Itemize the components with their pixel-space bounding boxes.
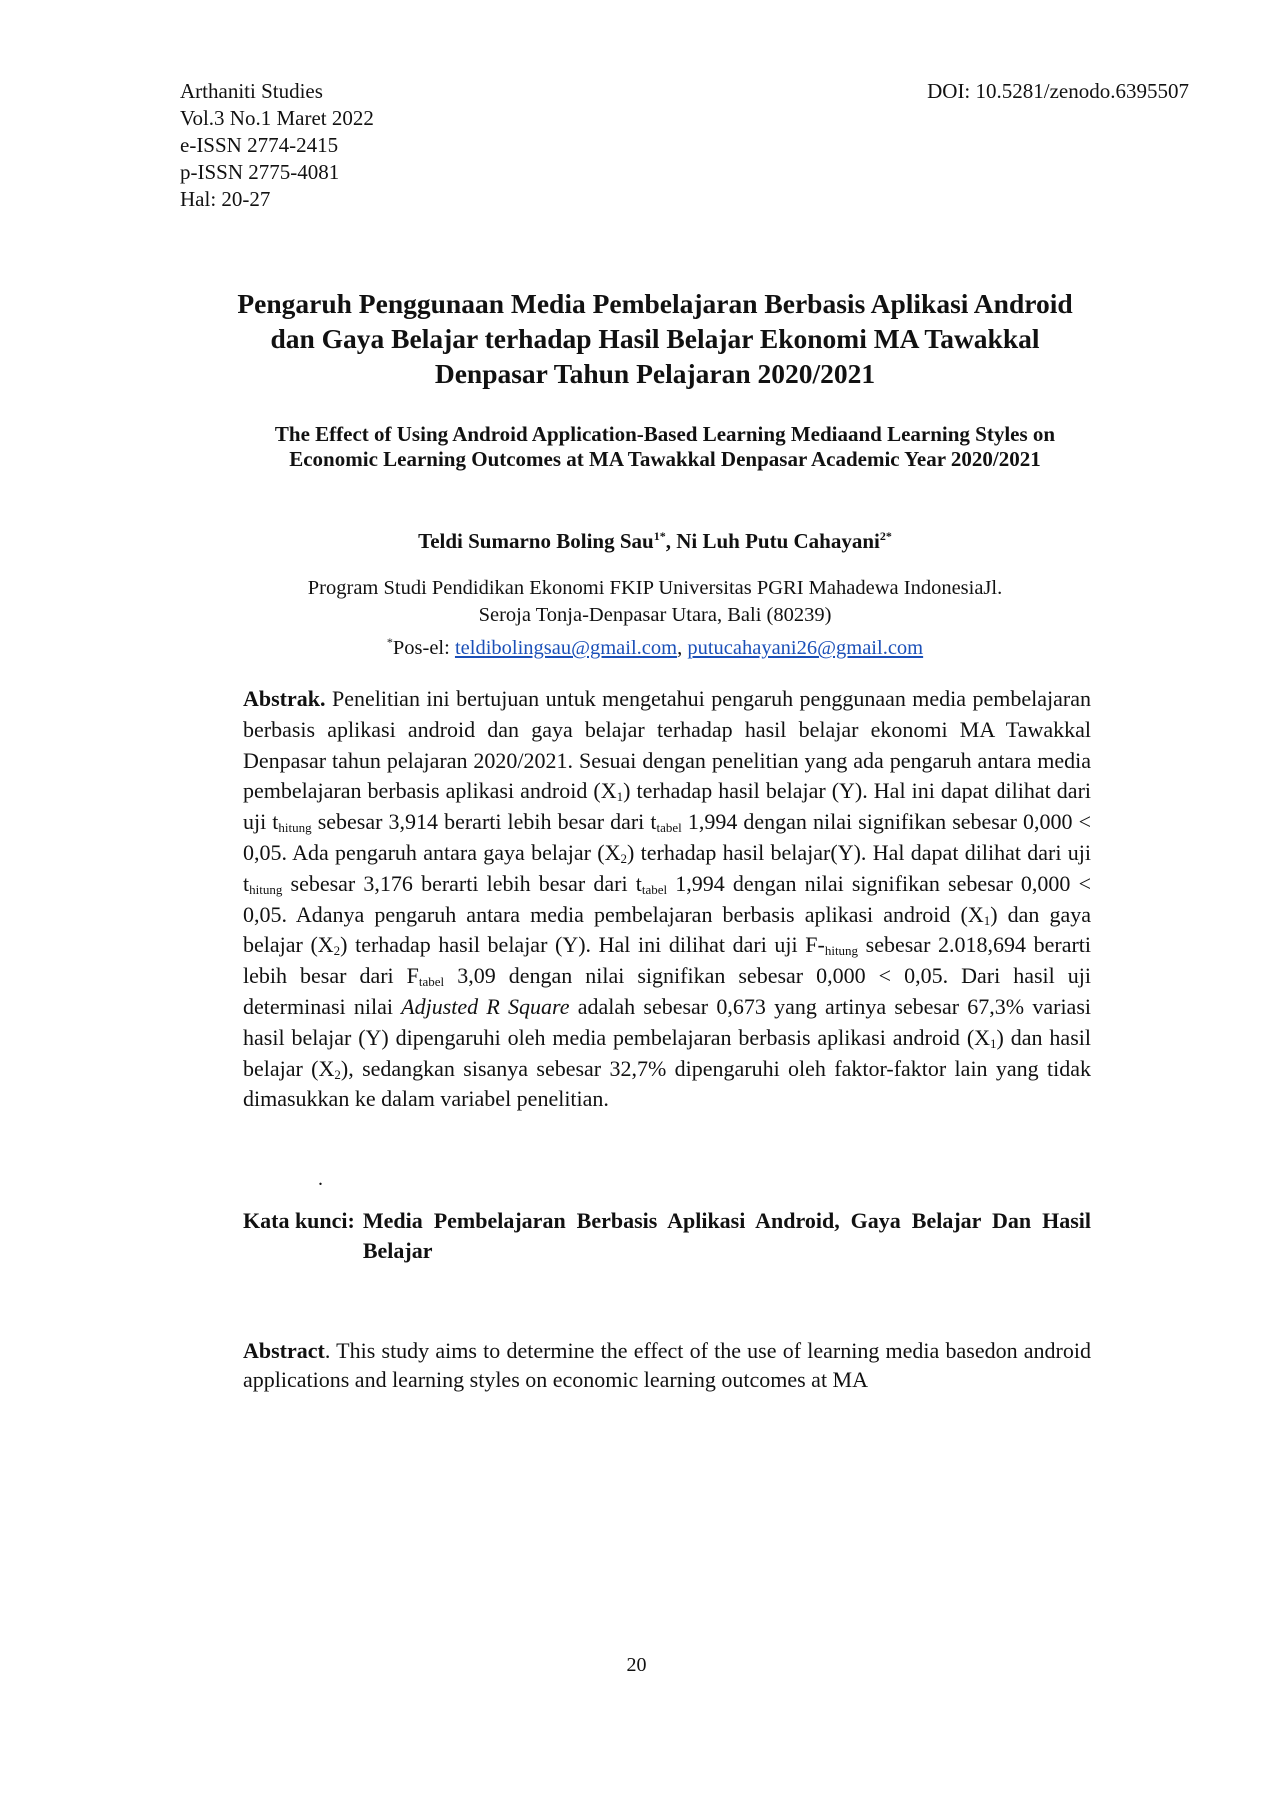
keywords-label: Kata kunci: [243,1208,355,1233]
abstrak-text: ) terhadap hasil belajar (Y). Hal ini dilihat dari uji F- [340,932,825,958]
subscript: tabel [418,974,445,990]
subscript: 2 [334,1066,341,1082]
author-1: Teldi Sumarno Boling Sau [418,529,654,553]
subscript: 2 [620,850,627,866]
abstrak-text: Penelitian ini bertujuan untuk mengetahui pengaruh penggunaan media pembelajaran berbasis aplikasi android dan gaya belajar terhadap hasil belajar ekonomi MA Tawakkal Denpasar tahun pelajaran 2020/2021. Sesuai dengan penelitian yang ada pengaruh antara media pembelajaran berbasis aplikasi android (X [243,686,1091,804]
abstrak-paragraph [243,684,1091,1115]
email-line [240,629,1070,662]
abstrak-text: ) terhadap hasil belajar(Y). Hal dapat dilihat dari uji t [243,839,1091,896]
abstrak-text: ) terhadap hasil belajar (Y). Hal ini dapat dilihat dari uji t [243,778,1092,835]
subscript: 1 [983,912,991,928]
subscript: 1 [616,789,624,805]
subscript: 2 [333,943,341,959]
abstrak-text: 3,09 dengan nilai signifikan sebesar 0,000 < 0,05. Dari hasil uji determinasi nilai [243,963,1091,1019]
author-list [230,523,1080,554]
subscript: hitung [824,943,859,959]
email-link-2[interactable]: putucahayani26@gmail.com [687,636,924,659]
abstrak-text: sebesar 3,914 berarti lebih besar dari t [311,809,657,835]
author-1-sup: 1* [653,529,666,543]
stray-dot: . [318,1168,323,1190]
abstrak-label: Abstrak. [243,686,326,711]
subscript: tabel [656,820,682,836]
page-number: 20 [626,1654,647,1676]
author-2-sup: 2* [879,529,892,543]
email-sup: * [386,635,393,649]
email-prefix: Pos-el: [392,636,455,659]
abstrak-text: sebesar 3,176 berarti lebih besar dari t [282,870,642,896]
journal-volume: Vol.3 No.1 Maret 2022 [180,106,374,130]
email-link-1[interactable]: teldibolingsau@gmail.com [454,636,678,659]
affiliation [240,575,1070,662]
abstrak-text: ), sedangkan sisanya sebesar 32,7% dipengaruhi oleh faktor-faktor lain yang tidak dimasukkan ke dalam variabel penelitian. [243,1055,1091,1112]
journal-pages: Hal: 20-27 [180,187,271,211]
journal-info [180,78,374,213]
journal-pissn: p-ISSN 2775-4081 [180,160,340,184]
keywords-text: Media Pembelajaran Berbasis Aplikasi Android, Gaya Belajar Dan Hasil Belajar [362,1208,1091,1263]
paper-title: Pengaruh Penggunaan Media Pembelajaran Berbasis Aplikasi Android dan Gaya Belajar terhadap Hasil Belajar Ekonomi MA Tawakkal Denpasar Tahun Pelajaran 2020/2021 [237,288,1073,389]
abstract-english [243,1336,1091,1394]
abstract-label: Abstract [243,1338,325,1363]
abstrak-text: ) dan hasil belajar (X [243,1024,1091,1081]
subscript: 1 [990,1035,997,1051]
abstrak-text: adalah sebesar 0,673 yang artinya sebesar 67,3% variasi hasil belajar (Y) dipengaruhi oleh media pembelajaran berbasis aplikasi android (X [243,993,1091,1050]
email-separator: , [677,636,688,659]
subscript: hitung [278,820,312,836]
affiliation-line-1: Program Studi Pendidikan Ekonomi FKIP Universitas PGRI Mahadewa IndonesiaJl. [307,577,1003,599]
adjusted-r-square: Adjusted R Square [401,993,570,1019]
author-2: Ni Luh Putu Cahayani [676,529,880,553]
abstrak-text: 1,994 dengan nilai signifikan sebesar 0,000 < 0,05. Adanya pengaruh antara media pembelajaran berbasis aplikasi android (X [243,870,1091,927]
doi: DOI: 10.5281/zenodo.6395507 [927,79,1189,103]
abstract-text: . This study aims to determine the effect of the use of learning media basedon android applications and learning styles on economic learning outcomes at MA [243,1338,1091,1392]
subscript: hitung [249,881,283,897]
journal-eissn: e-ISSN 2774-2415 [180,133,339,157]
abstrak-text: 1,994 dengan nilai signifikan sebesar 0,000 < 0,05. Ada pengaruh antara gaya belajar (X [243,809,1091,865]
abstrak-text: sebesar 2.018,694 berarti lebih besar dari F [243,932,1092,989]
abstrak-text: ) dan gaya belajar (X [243,901,1092,958]
author-separator: , [665,529,677,553]
subscript: tabel [641,881,668,897]
paper-title-english: The Effect of Using Android Application-Based Learning Mediaand Learning Styles on Economic Learning Outcomes at MA Tawakkal Denpasar Academic Year 2020/2021 [274,422,1056,471]
journal-name: Arthaniti Studies [180,79,323,103]
affiliation-line-2: Seroja Tonja-Denpasar Utara, Bali (80239) [478,604,832,626]
keywords [243,1206,1091,1266]
